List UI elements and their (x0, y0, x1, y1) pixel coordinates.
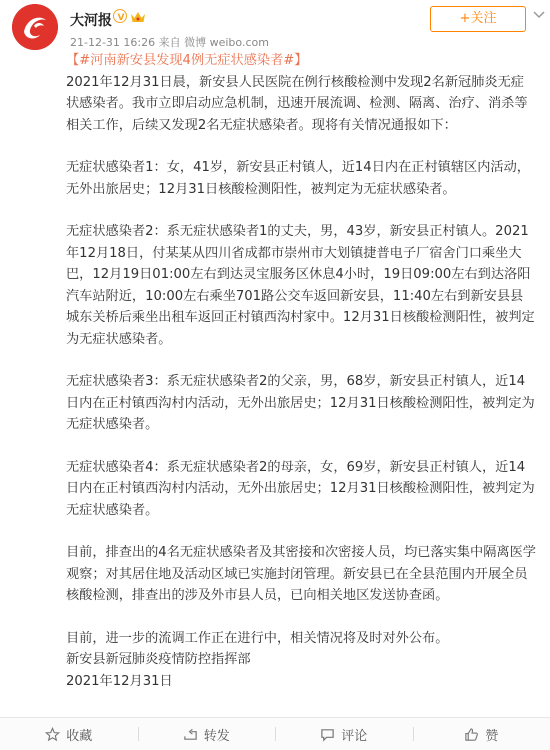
verified-badge-icon (113, 9, 127, 23)
paragraph-case-2: 无症状感染者2：系无症状感染者1的丈夫，男，43岁，新安县正村镇人。2021年12月18日，付某某从四川省成都市崇州市大划镇捷普电子厂宿舍门口乘坐大巴，12月19日01:00左右到达灵宝服务区休息4小时，19日09:00左右到达洛阳汽车站附近，10:00左右乘坐701路公交车返回新安县，11:40左右到新安县县城东关桥后乘坐出租车返回正村镇西沟村家中。12月31日核酸检测阳性，被判定为无症状感染者。 (66, 221, 536, 350)
paragraph-case-1: 无症状感染者1：女，41岁，新安县正村镇人，近14日内在正村镇辖区内活动，无外出旅居史；12月31日核酸检测阳性，被判定为无症状感染者。 (66, 157, 536, 200)
signature: 新安县新冠肺炎疫情防控指挥部 (66, 649, 536, 671)
comment-icon (320, 727, 335, 742)
like-label: 赞 (485, 725, 498, 744)
hashtag-link[interactable]: 【#河南新安县发现4例无症状感染者#】 (66, 50, 536, 72)
post-header (0, 0, 550, 52)
follow-button[interactable]: +关注 (430, 6, 526, 32)
paragraph-case-3: 无症状感染者3：系无症状感染者2的父亲，男，68岁，新安县正村镇人，近14日内在正村镇西沟村内活动，无外出旅居史；12月31日核酸检测阳性，被判定为无症状感染者。 (66, 371, 536, 436)
svg-text:V: V (117, 13, 124, 22)
post-date: 2021年12月31日 (66, 671, 536, 693)
comment-button[interactable] (275, 718, 413, 750)
post-meta: 21-12-31 16:26 来自 微博 weibo.com (70, 34, 269, 50)
dahebao-logo-icon (12, 4, 58, 50)
repost-icon (183, 727, 198, 742)
author-name[interactable]: 大河报 (70, 10, 112, 30)
repost-label: 转发 (204, 725, 230, 744)
avatar[interactable] (12, 4, 58, 50)
star-icon (45, 727, 60, 742)
paragraph-followup: 目前，进一步的流调工作正在进行中，相关情况将及时对外公布。 (66, 628, 536, 650)
paragraph-case-4: 无症状感染者4：系无症状感染者2的母亲，女，69岁，新安县正村镇人，近14日内在正村镇西沟村内活动，无外出旅居史；12月31日核酸检测阳性，被判定为无症状感染者。 (66, 457, 536, 522)
favorite-label: 收藏 (66, 725, 92, 744)
comment-label: 评论 (341, 725, 367, 744)
chevron-down-icon[interactable] (531, 6, 547, 22)
favorite-button[interactable] (0, 718, 138, 750)
like-button[interactable] (413, 718, 550, 750)
paragraph-intro: 2021年12月31日晨，新安县人民医院在例行核酸检测中发现2名新冠肺炎无症状感染者。我市立即启动应急机制，迅速开展流调、检测、隔离、治疗、消杀等相关工作，后续又发现2名无症状感染者。现将有关情况通报如下： (66, 72, 536, 137)
action-bar (0, 717, 550, 750)
repost-button[interactable] (138, 718, 276, 750)
thumbs-up-icon (464, 727, 479, 742)
paragraph-measures: 目前，排查出的4名无症状感染者及其密接和次密接人员，均已落实集中隔离医学观察；对其居住地及活动区域已实施封闭管理。新安县已在全县范围内开展全员核酸检测，排查出的涉及外市县人员，已向相关地区发送协查函。 (66, 542, 536, 607)
vip-crown-icon (130, 9, 146, 23)
post-content (66, 50, 536, 692)
